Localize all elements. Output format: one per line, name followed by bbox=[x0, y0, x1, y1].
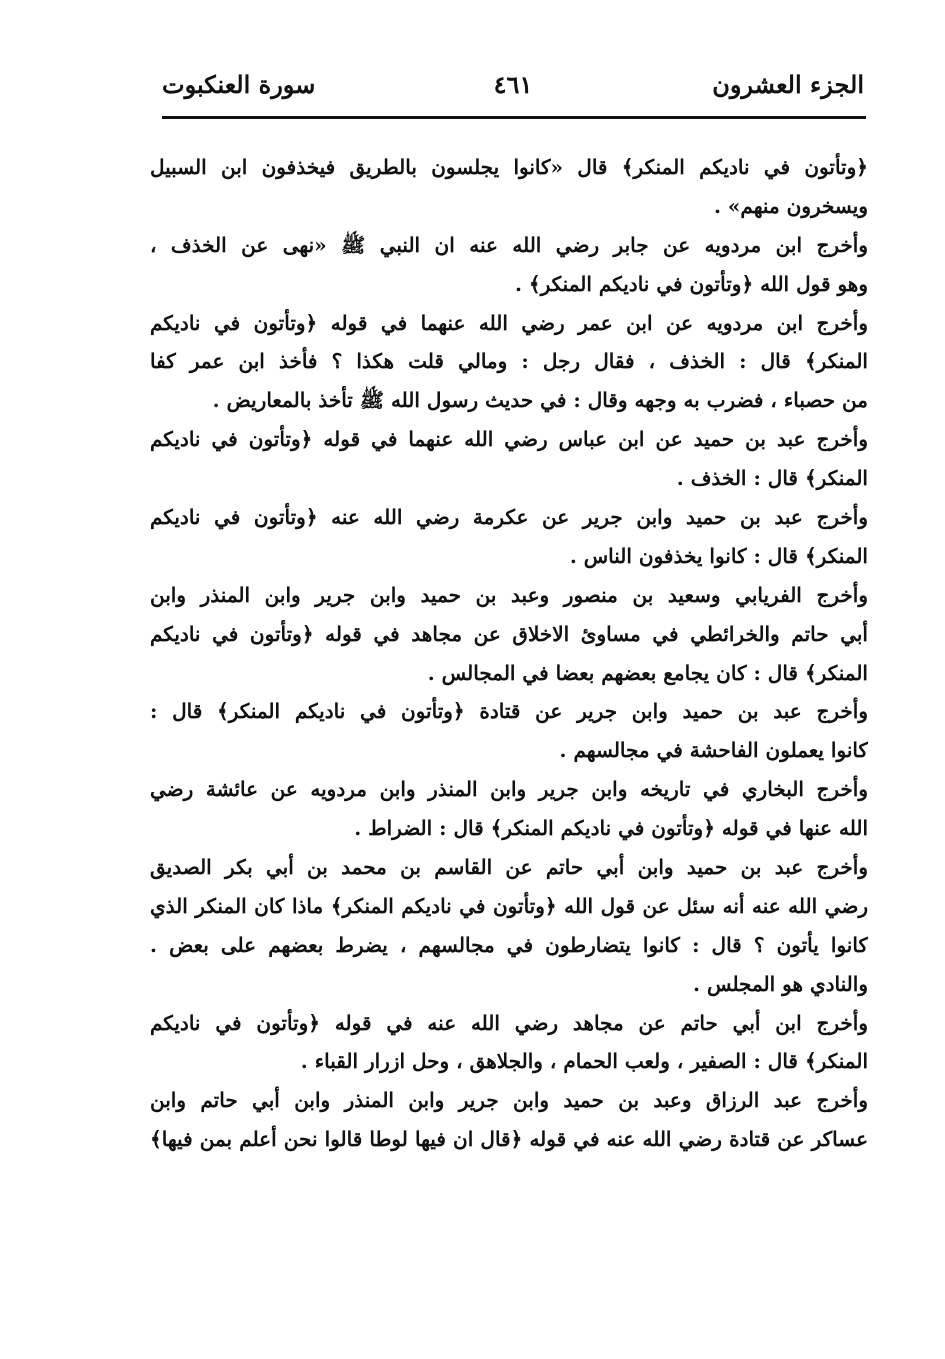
page-header bbox=[162, 66, 864, 110]
text-line: وأخرج البخاري في تاريخه وابن جرير وابن المنذر وابن مردويه عن عائشة رضي bbox=[150, 777, 868, 802]
text-line: الله عنها في قوله ﴿وتأتون في ناديكم المنكر﴾ قال : الضراط . bbox=[354, 816, 868, 841]
text-line: والنادي هو المجلس . bbox=[693, 971, 868, 996]
text-line: المنكر﴾ قال : كان يجامع بعضهم بعضا في المجالس . bbox=[427, 660, 868, 685]
text-line: المنكر﴾ قال : الصفير ، ولعب الحمام ، والجلاهق ، وحل ازرار القباء . bbox=[300, 1049, 868, 1074]
text-line: وأخرج الفريابي وسعيد بن منصور وعبد بن حميد وابن جرير وابن المنذر وابن bbox=[150, 582, 868, 607]
text-line: ﴿وتأتون في ناديكم المنكر﴾ قال «كانوا يجلسون بالطريق فيخذفون ابن السبيل bbox=[150, 155, 868, 179]
text-line: أبي حاتم والخرائطي في مساوئ الاخلاق عن مجاهد في قوله ﴿وتأتون في ناديكم bbox=[150, 621, 868, 646]
text-line: ويسخرون منهم» . bbox=[713, 193, 868, 218]
text-line: وأخرج ابن مردويه عن جابر رضي الله عنه ان النبي ﷺ «نهى عن الخذف ، bbox=[150, 232, 868, 257]
page-number: ٤٦١ bbox=[493, 70, 533, 99]
text-line: وأخرج عبد بن حميد عن ابن عباس رضي الله عنهما في قوله ﴿وتأتون في ناديكم bbox=[150, 427, 868, 452]
text-line: المنكر﴾ قال : كانوا يخذفون الناس . bbox=[569, 543, 868, 568]
surah-title: سورة العنكبوت bbox=[162, 70, 316, 99]
text-line: وأخرج ابن أبي حاتم عن مجاهد رضي الله عنه في قوله ﴿وتأتون في ناديكم bbox=[150, 1010, 868, 1035]
text-line: كانوا يعملون الفاحشة في مجالسهم . bbox=[559, 738, 868, 763]
page-body bbox=[150, 148, 868, 1159]
text-line: وأخرج ابن مردويه عن ابن عمر رضي الله عنهما في قوله ﴿وتأتون في ناديكم bbox=[150, 310, 868, 335]
text-line: عساكر عن قتادة رضي الله عنه في قوله ﴿قال ان فيها لوطا قالوا نحن أعلم بمن فيها﴾ bbox=[150, 1127, 868, 1152]
part-title: الجزء العشرون bbox=[712, 70, 864, 99]
text-line: المنكر﴾ قال : الخذف ، فقال رجل : ومالي قلت هكذا ؟ فأخذ ابن عمر كفا bbox=[150, 349, 868, 374]
text-line: من حصباء ، فضرب به وجهه وقال : في حديث رسول الله ﷺ تأخذ بالمعاريض . bbox=[212, 388, 868, 413]
text-line: كانوا يأتون ؟ قال : كانوا يتضارطون في مجالسهم ، يضرط بعضهم على بعض . bbox=[150, 932, 868, 957]
text-line: وأخرج عبد بن حميد وابن جرير عن قتادة ﴿وتأتون في ناديكم المنكر﴾ قال : bbox=[150, 699, 868, 724]
text-line: وأخرج عبد بن حميد وابن جرير عن عكرمة رضي الله عنه ﴿وتأتون في ناديكم bbox=[150, 505, 868, 530]
header-rule bbox=[162, 116, 866, 119]
text-line: رضي الله عنه أنه سئل عن قول الله ﴿وتأتون في ناديكم المنكر﴾ ماذا كان المنكر الذي bbox=[150, 893, 868, 918]
text-line: وهو قول الله ﴿وتأتون في ناديكم المنكر﴾ . bbox=[514, 271, 868, 296]
text-line: وأخرج عبد بن حميد وابن أبي حاتم عن القاسم بن محمد بن أبي بكر الصديق bbox=[150, 855, 868, 880]
text-line: المنكر﴾ قال : الخذف . bbox=[676, 466, 868, 491]
text-line: وأخرج عبد الرزاق وعبد بن حميد وابن جرير وابن المنذر وابن أبي حاتم وابن bbox=[150, 1088, 868, 1113]
